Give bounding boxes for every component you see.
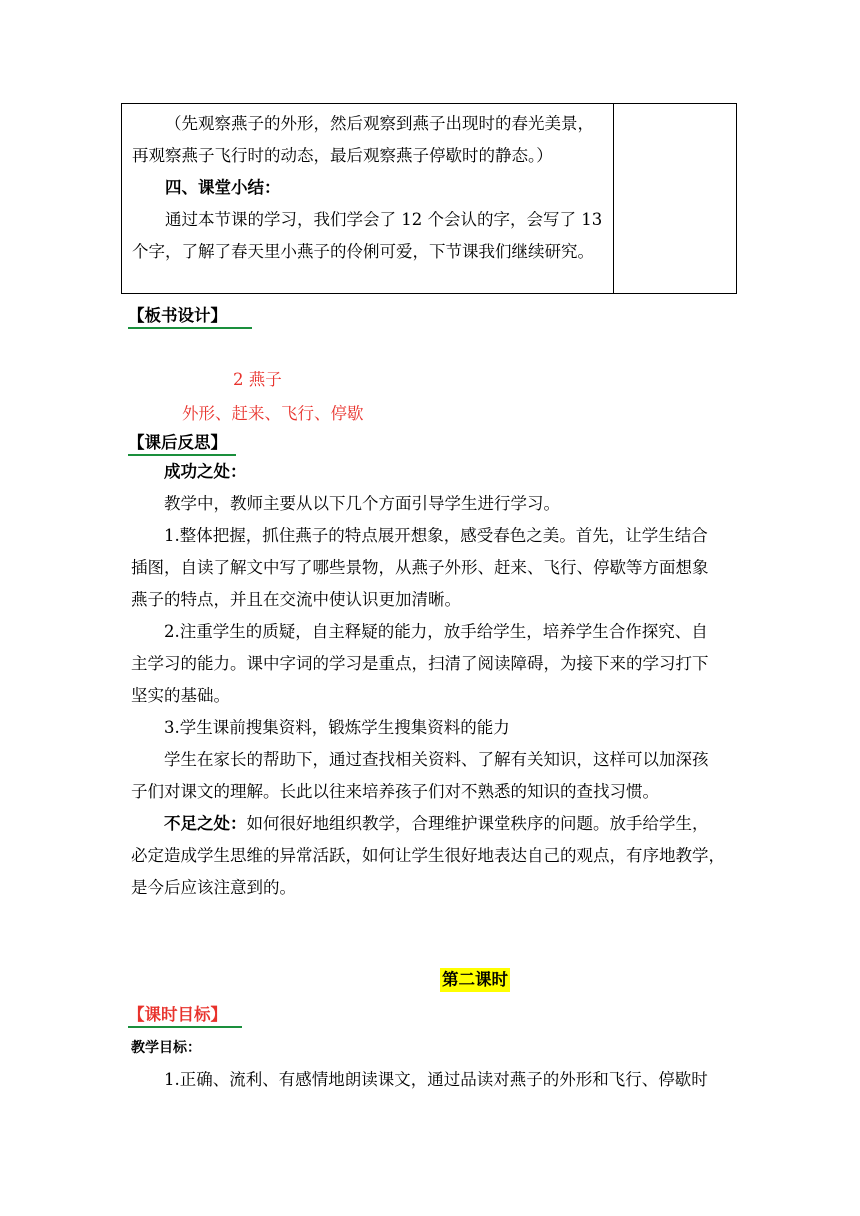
reflection-p1-line1: 1.整体把握，抓住燕子的特点展开想象，感受春色之美。首先，让学生结合 (164, 526, 708, 545)
board-design-underline (128, 327, 252, 329)
reflection-weak-line3: 是今后应该注意到的。 (131, 878, 296, 897)
goal-body (131, 1064, 741, 1096)
goal-heading-bracket: 【 (128, 1005, 145, 1024)
reflection-heading (128, 432, 227, 454)
reflection-body (131, 456, 741, 904)
weak-label: 不足之处： (164, 814, 247, 833)
table-line-4: 通过本节课的学习，我们学会了 12 个会认的字，会写了 13 (165, 210, 603, 229)
goal-heading-rest: 目标】 (177, 1005, 227, 1024)
table-divider (613, 104, 614, 293)
reflection-weak-line1 (131, 808, 741, 840)
table-line-summary-heading: 四、课堂小结： (165, 178, 281, 197)
goal-1: 1.正确、流利、有感情地朗读课文，通过品读对燕子的外形和飞行、停歇时 (164, 1070, 708, 1089)
goal-heading-red: 课时 (144, 1005, 178, 1024)
reflection-weak-line2: 必定造成学生思维的异常活跃，如何让学生很好地表达自己的观点，有序地教学， (131, 846, 725, 865)
lesson-table (121, 103, 737, 294)
table-line-1: （先观察燕子的外形，然后观察到燕子出现时的春光美景， (165, 114, 594, 133)
reflection-p3-line1: 3.学生课前搜集资料，锻炼学生搜集资料的能力 (164, 718, 510, 737)
reflection-intro: 教学中，教师主要从以下几个方面引导学生进行学习。 (164, 494, 560, 513)
table-line-2: 再观察燕子飞行时的动态，最后观察燕子停歇时的静态。） (132, 146, 553, 165)
lesson-goal-heading (128, 1004, 227, 1026)
reflection-p4-line2: 子们对课文的理解。长此以往来培养孩子们对不熟悉的知识的查找习惯。 (131, 782, 659, 801)
table-content-cell (132, 108, 610, 268)
teaching-goal-label: 教学目标： (131, 1040, 201, 1056)
success-label: 成功之处： (164, 462, 247, 481)
lesson-goal-underline (128, 1026, 242, 1028)
table-line-5: 个字，了解了春天里小燕子的伶俐可爱，下节课我们继续研究。 (132, 242, 594, 261)
reflection-p2-line3: 坚实的基础。 (131, 686, 230, 705)
reflection-heading-text: 【课后反思】 (128, 433, 227, 452)
reflection-p2-line2: 主学习的能力。课中字词的学习是重点，扫清了阅读障碍，为接下来的学习打下 (131, 654, 709, 673)
board-title: 2 燕子 (233, 370, 282, 389)
reflection-p1-line3: 燕子的特点，并且在交流中使认识更加清晰。 (131, 590, 461, 609)
board-design-heading (128, 305, 227, 327)
board-items: 外形、赶来、飞行、停歇 (182, 404, 364, 423)
weak-line1-text: 如何很好地组织教学，合理维护课堂秩序的问题。放手给学生， (246, 814, 709, 833)
board-design-heading-text: 【板书设计】 (128, 306, 227, 325)
reflection-p4-line1: 学生在家长的帮助下，通过查找相关资料、了解有关知识，这样可以加深孩 (164, 750, 709, 769)
reflection-p1-line2: 插图，自读了解文中写了哪些景物，从燕子外形、赶来、飞行、停歇等方面想象 (131, 558, 709, 577)
reflection-p2-line1: 2.注重学生的质疑，自主释疑的能力，放手给学生，培养学生合作探究、自 (164, 622, 708, 641)
second-lesson-title: 第二课时 (440, 968, 510, 992)
